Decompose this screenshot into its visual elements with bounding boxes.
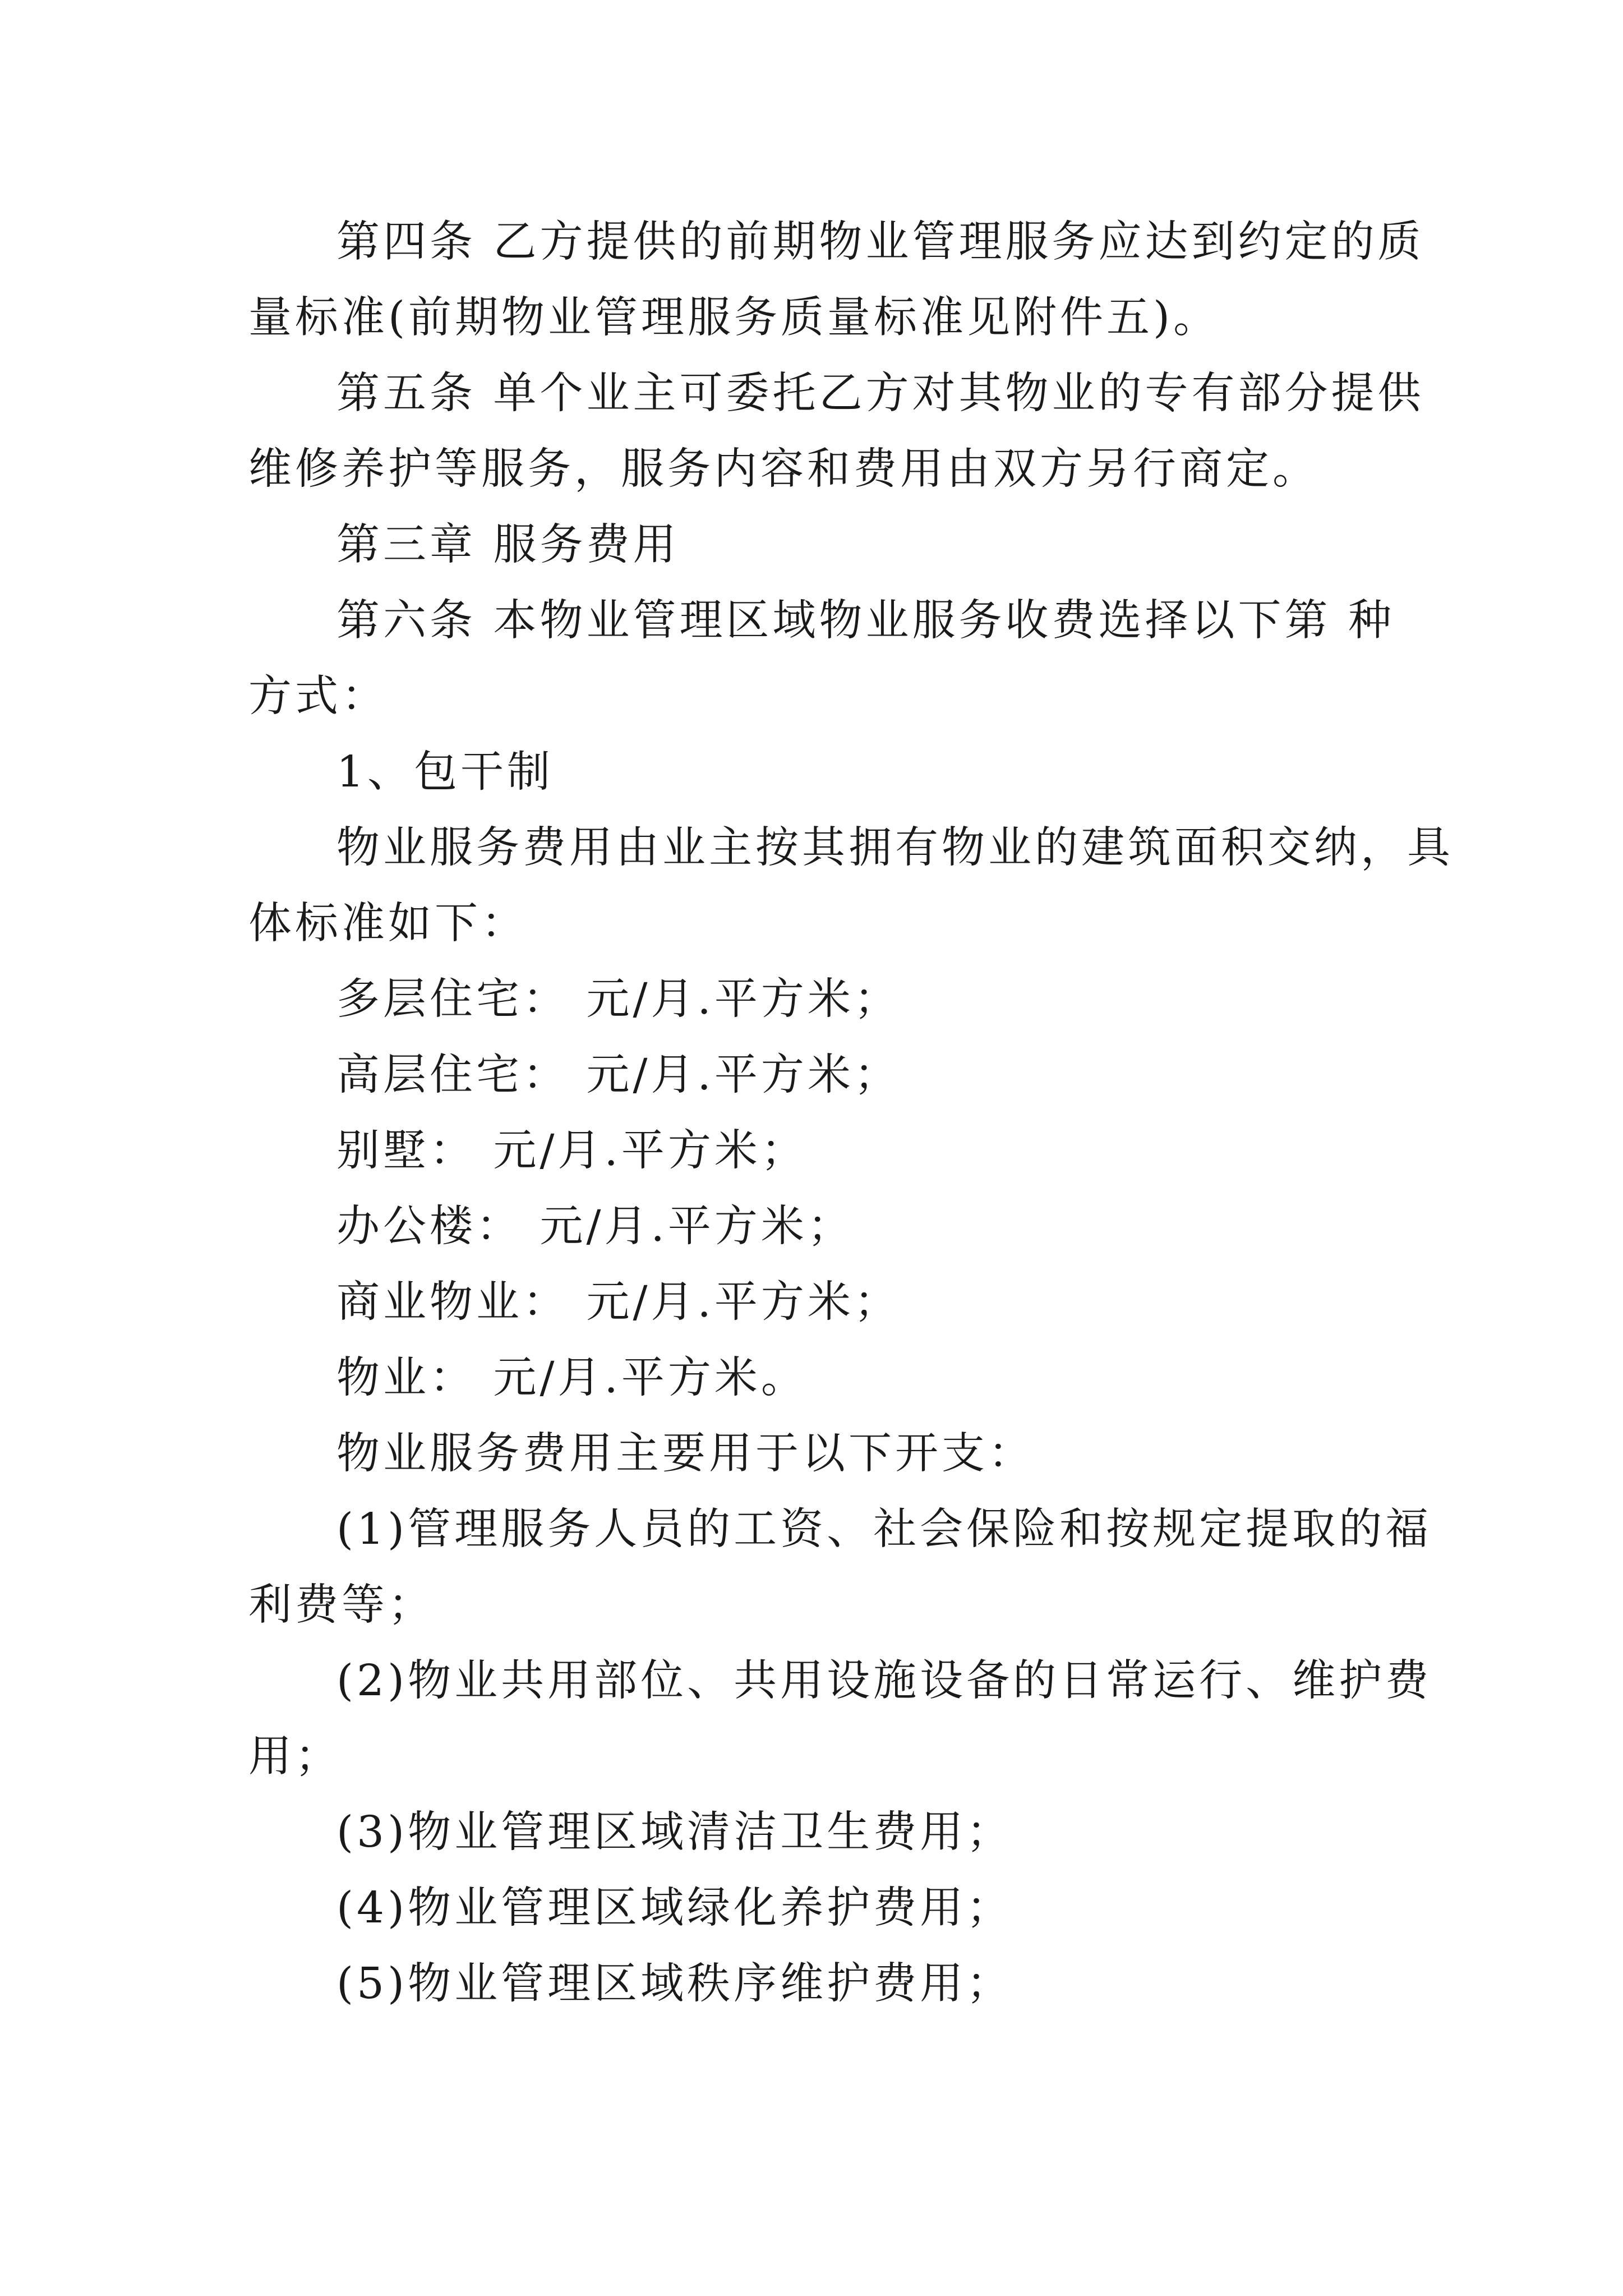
list-item-line: 用； (248, 1732, 342, 1782)
list-item-line: (1)管理服务人员的工资、社会保险和按规定提取的福 (336, 1504, 1432, 1554)
paragraph-line: 第四条 乙方提供的前期物业管理服务应达到约定的质 (336, 217, 1424, 267)
list-item-line: (3)物业管理区域清洁卫生费用； (336, 1807, 1013, 1857)
paragraph-line: 1、包干制 (336, 747, 554, 797)
paragraph-line: 第六条 本物业管理区域物业服务收费选择以下第 种 (336, 596, 1395, 646)
fee-line: 商业物业： 元/月.平方米； (336, 1277, 901, 1327)
fee-line: 别墅： 元/月.平方米； (336, 1126, 808, 1176)
paragraph-line: 体标准如下： (248, 899, 528, 949)
paragraph-line: 量标准(前期物业管理服务质量标准见附件五)。 (248, 293, 1220, 343)
paragraph-line: 维修养护等服务，服务内容和费用由双方另行商定。 (248, 444, 1319, 494)
fee-line: 物业： 元/月.平方米。 (336, 1353, 808, 1403)
paragraph-line: 方式： (248, 671, 388, 721)
fee-line: 办公楼： 元/月.平方米； (336, 1202, 854, 1251)
chapter-heading: 第三章 服务费用 (336, 520, 680, 570)
list-item-line: 利费等； (248, 1580, 435, 1630)
list-item-line: (2)物业共用部位、共用设施设备的日常运行、维护费 (336, 1656, 1432, 1706)
list-item-line: (5)物业管理区域秩序维护费用； (336, 1959, 1013, 2009)
fee-line: 高层住宅： 元/月.平方米； (336, 1050, 901, 1100)
paragraph-line: 物业服务费用由业主按其拥有物业的建筑面积交纳，具 (336, 823, 1454, 873)
fee-line: 多层住宅： 元/月.平方米； (336, 974, 901, 1024)
paragraph-line: 物业服务费用主要用于以下开支： (336, 1429, 1035, 1479)
list-item-line: (4)物业管理区域绿化养护费用； (336, 1883, 1013, 1933)
paragraph-line: 第五条 单个业主可委托乙方对其物业的专有部分提供 (336, 369, 1424, 418)
